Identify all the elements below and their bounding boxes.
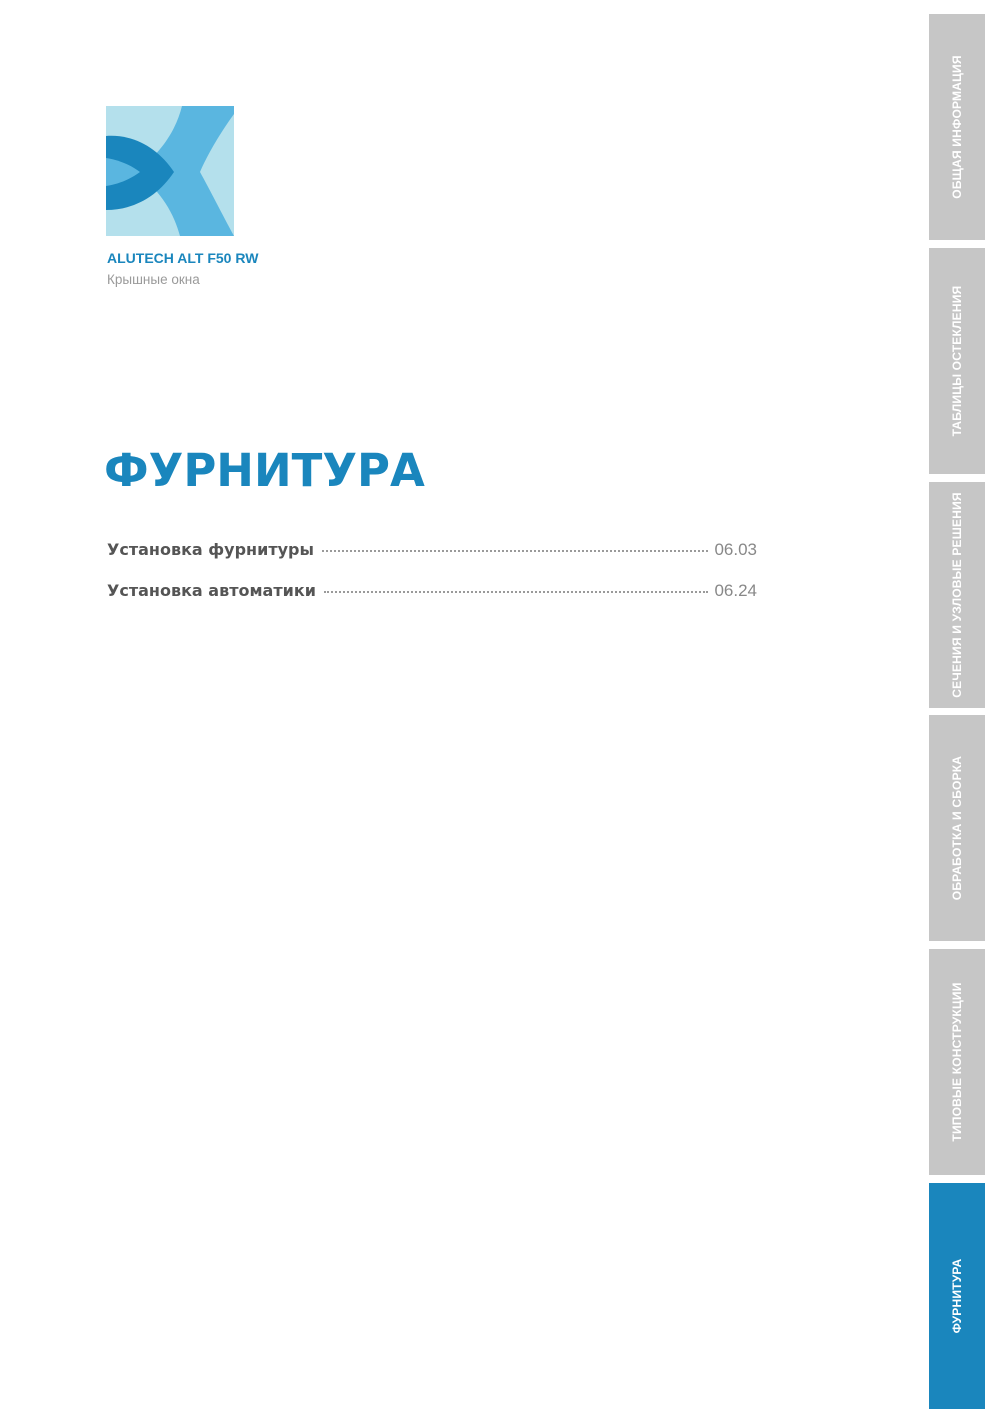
tab-label: ОБРАБОТКА И СБОРКА xyxy=(950,755,964,901)
toc-entry-label: Установка фурнитуры xyxy=(107,540,314,559)
toc-entry-automation-installation[interactable] xyxy=(107,581,757,622)
tab-label: ОБЩАЯ ИНФОРМАЦИЯ xyxy=(950,55,964,199)
toc-entry-label: Установка автоматики xyxy=(107,581,316,600)
product-name: ALUTECH ALT F50 RW xyxy=(107,250,259,266)
toc-entry-page: 06.03 xyxy=(714,540,757,559)
tab-label: ТИПОВЫЕ КОНСТРУКЦИИ xyxy=(950,982,964,1142)
alutech-logo xyxy=(106,106,234,236)
tab-general-information[interactable] xyxy=(929,14,985,240)
tab-hardware[interactable] xyxy=(929,1183,985,1409)
tab-processing-and-assembly[interactable] xyxy=(929,715,985,941)
toc-entry-hardware-installation[interactable] xyxy=(107,540,757,581)
product-subtitle: Крышные окна xyxy=(107,272,200,287)
table-of-contents xyxy=(107,540,757,622)
tab-glazing-tables[interactable] xyxy=(929,248,985,474)
tab-sections-and-nodes[interactable] xyxy=(929,482,985,708)
tab-label: ФУРНИТУРА xyxy=(950,1258,964,1334)
tab-label: СЕЧЕНИЯ И УЗЛОВЫЕ РЕШЕНИЯ xyxy=(950,492,964,698)
section-title: ФУРНИТУРА xyxy=(104,444,425,497)
toc-leader-dots xyxy=(324,591,709,593)
tab-label: ТАБЛИЦЫ ОСТЕКЛЕНИЯ xyxy=(950,285,964,437)
toc-leader-dots xyxy=(322,550,709,552)
toc-entry-page: 06.24 xyxy=(714,581,757,600)
tab-typical-constructions[interactable] xyxy=(929,949,985,1175)
